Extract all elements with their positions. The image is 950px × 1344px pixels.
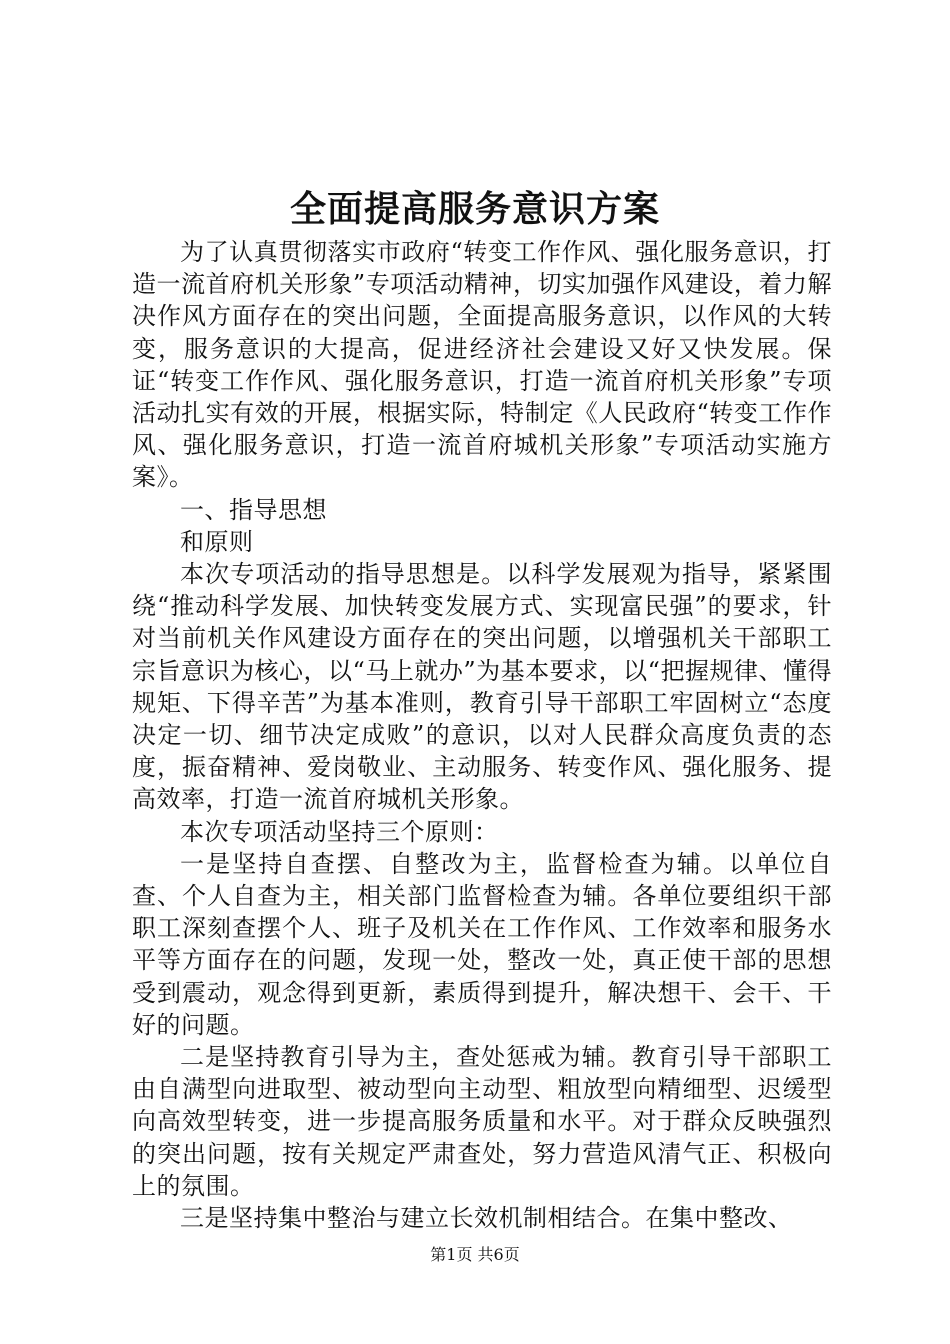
section-heading-continued: 和原则	[180, 527, 254, 556]
paragraph-principle-two: 二是坚持教育引导为主，查处惩戒为辅。教育引导干部职工由自满型向进取型、被动型向主动型、粗放型向精细型、迟缓型向高效型转变，进一步提高服务质量和水平。对于群众反映强烈的突出问题，按有关规定严肃查处，努力营造风清气正、积极向上的氛围。	[132, 1043, 832, 1200]
page-number-footer: 第1页 共6页	[430, 1245, 520, 1264]
document-body	[132, 236, 832, 1234]
paragraph-guiding-thought: 本次专项活动的指导思想是。以科学发展观为指导，紧紧围绕“推动科学发展、加快转变发展方式、实现富民强”的要求，针对当前机关作风建设方面存在的突出问题，以增强机关干部职工宗旨意识为核心，以“马上就办”为基本要求，以“把握规律、懂得规矩、下得辛苦”为基本准则，教育引导干部职工牢固树立“态度决定一切、细节决定成败”的意识，以对人民群众高度负责的态度，振奋精神、爱岗敬业、主动服务、转变作风、强化服务、提高效率，打造一流首府城机关形象。	[132, 560, 832, 814]
paragraph-intro: 为了认真贯彻落实市政府“转变工作作风、强化服务意识，打造一流首府机关形象”专项活动精神，切实加强作风建设，着力解决作风方面存在的突出问题，全面提高服务意识，以作风的大转变，服务意识的大提高，促进经济社会建设又好又快发展。保证“转变工作作风、强化服务意识，打造一流首府机关形象”专项活动扎实有效的开展，根据实际，特制定《人民政府“转变工作作风、强化服务意识，打造一流首府城机关形象”专项活动实施方案》。	[132, 238, 832, 492]
section-heading: 一、指导思想	[180, 495, 327, 524]
document-title: 全面提高服务意识方案	[289, 188, 660, 230]
paragraph-principle-three: 三是坚持集中整治与建立长效机制相结合。在集中整改、	[180, 1204, 793, 1233]
paragraph-principles-intro: 本次专项活动坚持三个原则：	[180, 817, 499, 846]
paragraph-principle-one: 一是坚持自查摆、自整改为主，监督检查为辅。以单位自查、个人自查为主，相关部门监督检查为辅。各单位要组织干部职工深刻查摆个人、班子及机关在工作作风、工作效率和服务水平等方面存在的问题，发现一处，整改一处，真正使干部的思想受到震动，观念得到更新，素质得到提升，解决想干、会干、干好的问题。	[132, 849, 832, 1039]
